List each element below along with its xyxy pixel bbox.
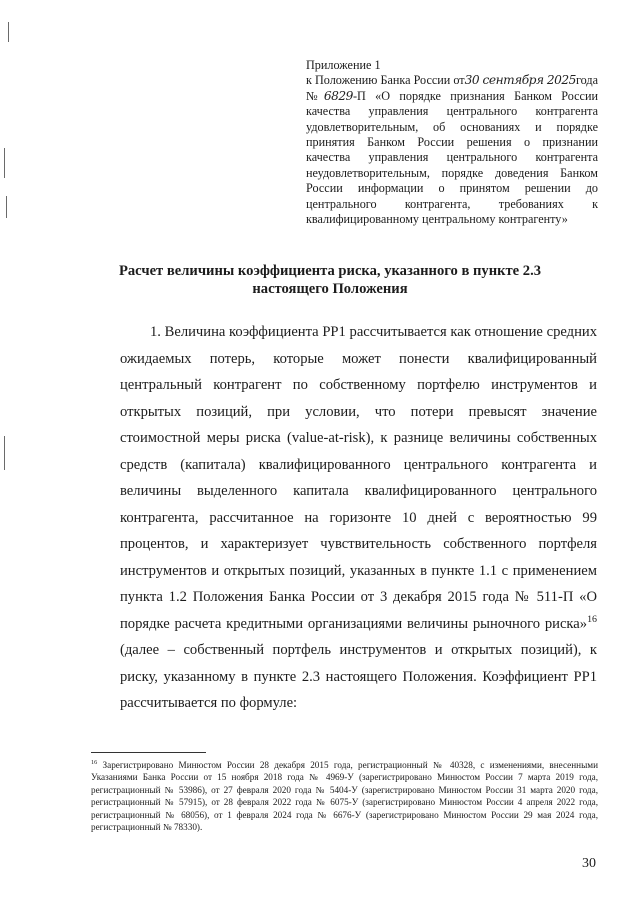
scan-edge-mark (6, 196, 7, 218)
paragraph-text-part2: (далее – собственный портфель инструментов и открытых позиций), к риску, указанному в пункте 2.3 настоящего Положения. Коэффициент РР1 рассчитывается по формуле: (120, 642, 597, 711)
footnote-reference: 16 (587, 613, 597, 625)
appendix-body: -П «О порядке признания Банком России качества управления центрального контрагента удовлетворительным, об основаниях и порядке принятия Банком России решения о признании качества управления центрального контрагента неудовлетворительным, порядке доведения Банком России информации о принятом решении до центрального контрагента, требованиях к квалифицированному центральному контрагенту» (306, 88, 598, 227)
appendix-header (306, 58, 598, 227)
paragraph-1 (120, 319, 597, 717)
scan-edge-mark (8, 22, 9, 42)
appendix-line-suffix: года (575, 73, 598, 88)
scan-edge-mark (4, 148, 5, 178)
appendix-reference (306, 73, 598, 227)
section-title-line2: настоящего Положения (252, 281, 408, 297)
section-title-line1: Расчет величины коэффициента риска, указанного в пункте 2.3 (118, 263, 542, 279)
footnote-text: Зарегистрировано Минюстом России 28 декабря 2015 года, регистрационный № 40328, с изменениями, внесенными Указаниями Банка России от 15 ноября 2018 года № 4969-У (зарегистрировано Минюстом России 7 марта 2019 года, регистрационный № 53986), от 27 февраля 2020 года № 5404-У (зарегистрировано Минюстом России 31 марта 2020 года, регистрационный № 57915), от 28 февраля 2022 года № 6075-У (зарегистрировано Минюстом России 4 апреля 2022 года, регистрационный № 68056), от 1 февраля 2024 года № 6676-У (зарегистрировано Минюстом России 29 мая 2024 года, регистрационный № 78330). (91, 760, 598, 833)
handwritten-number: 6829 (323, 88, 353, 103)
appendix-title: Приложение 1 (306, 58, 381, 72)
page-number: 30 (582, 856, 596, 871)
appendix-number-prefix: № (306, 88, 324, 103)
handwritten-date: 30 сентября 2025 (464, 73, 576, 88)
footnote-number: 16 (91, 758, 98, 766)
footnote-divider (91, 752, 206, 753)
footnote (91, 759, 598, 833)
main-text (120, 319, 597, 717)
scan-edge-mark (4, 436, 5, 470)
paragraph-text-part1: 1. Величина коэффициента РР1 рассчитывается как отношение средних ожидаемых потерь, которые может понести квалифицированный центральный контрагент по собственному портфелю инструментов и открытых позиций, при условии, что потери превысят значение стоимостной меры риска (value-at-risk), к разнице величины собственных средств (капитала) квалифицированного центрального контрагента и величины выделенного капитала квалифицированного центрального контрагента, рассчитанное на горизонте 10 дней с вероятностью 99 процентов, и характеризует чувствительность собственного портфеля инструментов и открытых позиций, указанных в пункте 1.1 с применением пункта 1.2 Положения Банка России от 3 декабря 2015 года № 511-П «О порядке расчета кредитными организациями величины рыночного риска» (120, 324, 597, 632)
section-title (60, 262, 600, 298)
appendix-line-prefix: к Положению Банка России от (306, 73, 465, 88)
